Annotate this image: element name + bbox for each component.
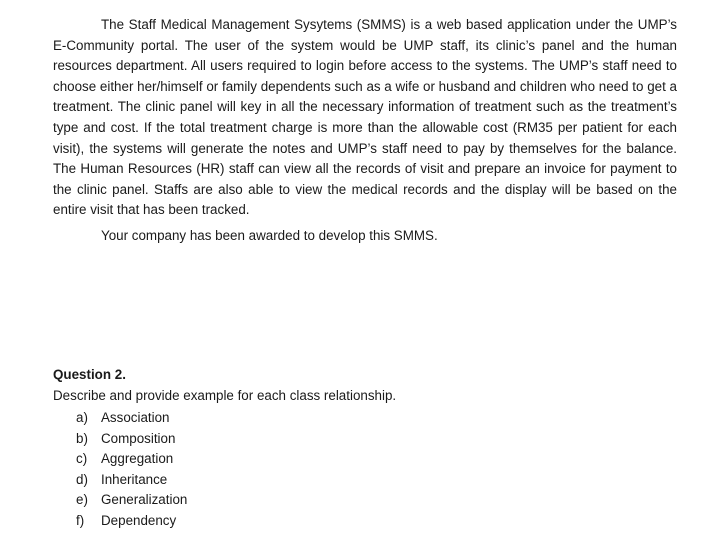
list-item [76,511,187,532]
question-title: Question 2. [53,367,126,382]
list-marker: d) [76,471,88,487]
list-item-text: Aggregation [101,451,174,467]
intro-paragraph: The Staff Medical Management Sysytems (SMMS) is a web based application under the UMP’s E-Community portal. The user of the system would be UMP staff, its clinic’s panel and the human resources department. All users required to login before access to the systems. The UMP’s staff need to choose either her/himself or family dependents such as a wife or husband and children who need to get a treatment. The clinic panel will key in all the necessary information of treatment such as the treatment’s type and cost. If the total treatment charge is more than the allowable cost (RM35 per patient for each visit), the systems will generate the notes and UMP’s staff need to pay by themselves for the balance. The Human Resources (HR) staff can view all the records of visit and prepare an invoice for payment to the clinic panel. Staffs are also able to view the medical records and the display will be based on the entire visit that has been tracked. [53,17,677,218]
list-marker: b) [76,430,88,446]
list-item-text: Association [101,410,170,425]
list-item-text: Composition [101,430,176,446]
list-item [76,449,187,470]
list-item [76,408,187,429]
list-marker: c) [76,451,88,467]
relationship-list [76,408,187,532]
list-marker: a) [76,410,88,425]
list-marker: f) [76,512,85,528]
list-marker: e) [76,492,88,508]
list-item-text: Generalization [101,492,188,508]
list-item [76,429,187,450]
question-description: Describe and provide example for each class relationship. [53,388,397,403]
list-item [76,490,187,511]
list-item-text: Inheritance [101,471,168,487]
list-item-text: Dependency [101,512,177,528]
list-item [76,470,187,491]
assignment-paragraph: Your company has been awarded to develop this SMMS. [101,228,438,243]
